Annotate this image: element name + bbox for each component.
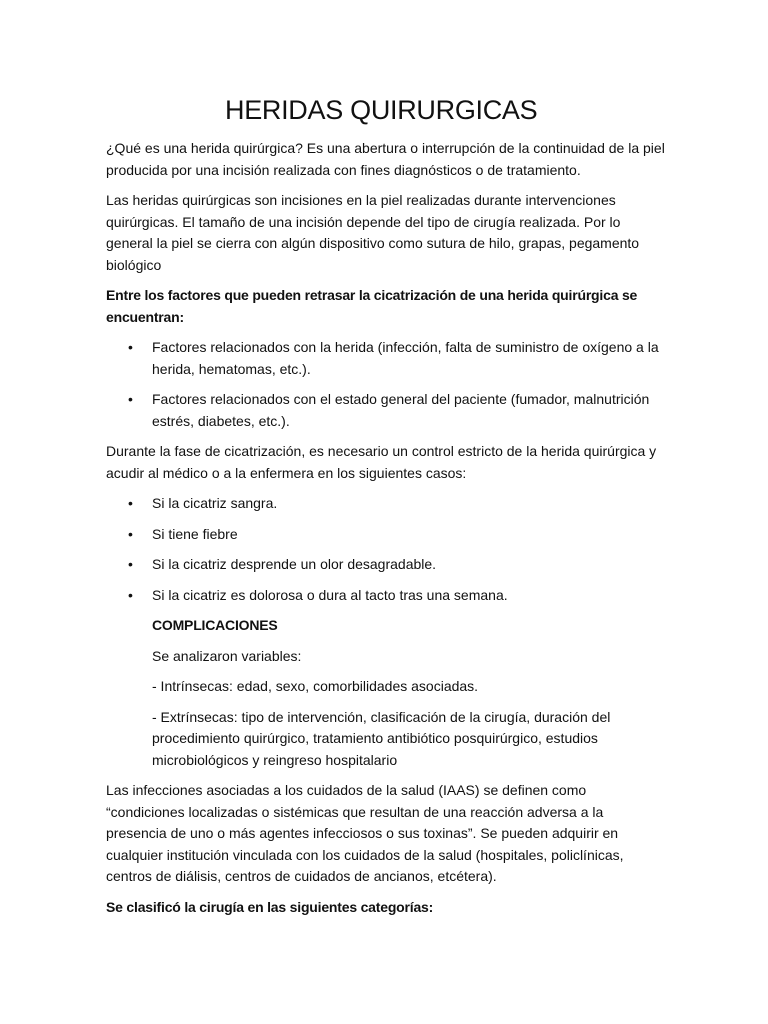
- intro-paragraph-2: Las heridas quirúrgicas son incisiones en la piel realizadas durante intervenciones quirúrgicas. El tamaño de una incisión depende del tipo de cirugía realizada. Por lo general la piel se cierra con algún dispositivo como sutura de hilo, grapas, pegamento biológico: [106, 192, 640, 273]
- control-paragraph: Durante la fase de cicatrización, es necesario un control estricto de la herida quirúrgica y acudir al médico o a la enfermera en los siguientes casos:: [106, 443, 657, 481]
- bullet-icon: •: [128, 339, 133, 355]
- variables-intro: Se analizaron variables:: [152, 647, 302, 664]
- document-page: [106, 92, 666, 927]
- list-item: [106, 337, 666, 380]
- bullet-icon: •: [128, 391, 133, 407]
- factors-heading: Entre los factores que pueden retrasar la cicatrización de una herida quirúrgica se encuentran:: [106, 287, 638, 325]
- intrinsic-variables: - Intrínsecas: edad, sexo, comorbilidades asociadas.: [152, 678, 479, 694]
- list-item-text: Factores relacionados con la herida (infección, falta de suministro de oxígeno a la herida, hematomas, etc.).: [152, 339, 659, 377]
- list-item: [106, 389, 666, 432]
- classification-heading: Se clasificó la cirugía en las siguientes categorías:: [106, 898, 434, 915]
- list-item-text: Si la cicatriz sangra.: [152, 495, 278, 511]
- bullet-icon: •: [128, 586, 133, 603]
- extrinsic-variables: - Extrínsecas: tipo de intervención, clasificación de la cirugía, duración del procedimiento quirúrgico, tratamiento antibiótico posquirúrgico, estudios microbiológicos y reingreso hospitalario: [152, 708, 611, 768]
- list-item: [106, 524, 666, 546]
- list-item: [106, 493, 666, 515]
- bullet-icon: •: [128, 525, 133, 542]
- iaas-paragraph: Las infecciones asociadas a los cuidados de la salud (IAAS) se definen como “condiciones localizadas o sistémicas que resultan de una reacción adversa a la presencia de uno o más agentes infecciosos o sus toxinas”. Se pueden adquirir en cualquier institución vinculada con los cuidados de la salud (hospitales, policlínicas, centros de diálisis, centros de cuidados de ancianos, etcétera).: [106, 782, 624, 884]
- list-item: [106, 585, 666, 607]
- list-item: [106, 554, 666, 576]
- complications-heading: COMPLICACIONES: [152, 617, 278, 633]
- document-title: HERIDAS QUIRURGICAS: [225, 95, 538, 125]
- bullet-icon: •: [128, 556, 133, 572]
- list-item-text: Si tiene fiebre: [152, 525, 238, 542]
- list-item-text: Si la cicatriz desprende un olor desagradable.: [152, 556, 437, 572]
- bullet-icon: •: [128, 495, 133, 511]
- intro-paragraph-1: ¿Qué es una herida quirúrgica? Es una abertura o interrupción de la continuidad de la piel producida por una incisión realizada con fines diagnósticos o de tratamiento.: [106, 140, 665, 178]
- list-item-text: Si la cicatriz es dolorosa o dura al tacto tras una semana.: [152, 586, 508, 603]
- cases-list: [106, 493, 666, 606]
- factors-list: [106, 337, 666, 432]
- list-item-text: Factores relacionados con el estado general del paciente (fumador, malnutrición estrés, diabetes, etc.).: [152, 391, 650, 429]
